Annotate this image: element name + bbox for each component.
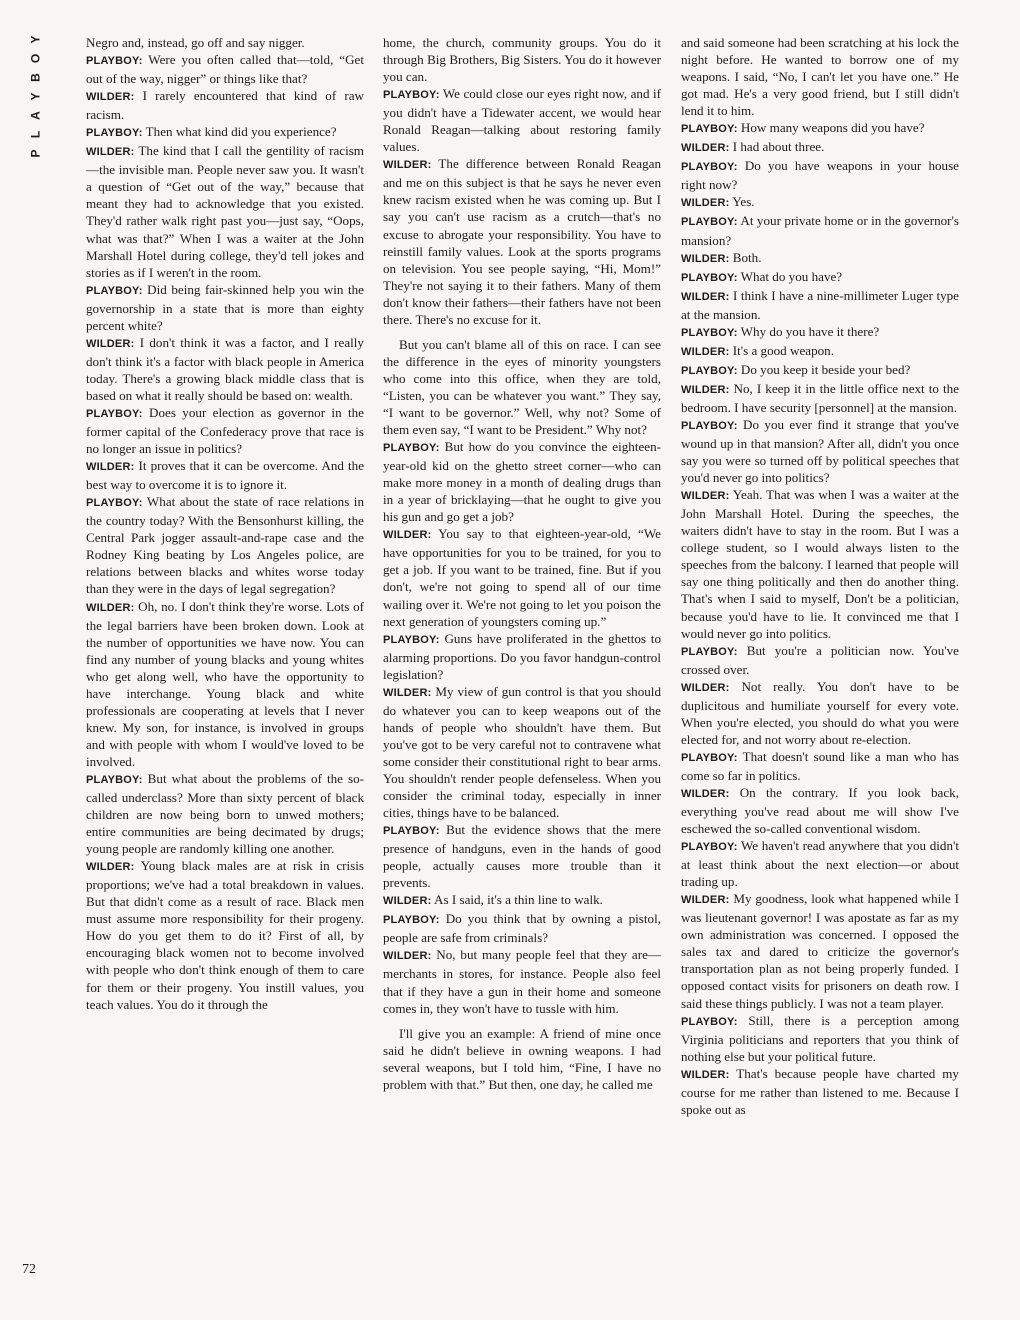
paragraph-text: My goodness, look what happened while I was lieutenant governor! I was apostate as far as my own administration was concerned. I opposed the sales tax and dared to criticize the governor's transportation plan as not being properly funded. I opposed contact visits for prisoners on death row. I said these things publicly. I was not a team player. <box>681 891 959 1011</box>
text-paragraph <box>681 34 959 119</box>
dialogue-paragraph <box>681 157 959 193</box>
dialogue-paragraph <box>86 457 364 493</box>
paragraph-text: Were you often called that—told, “Get out of the way, nigger” or things like that? <box>86 52 364 87</box>
paragraph-text: Negro and, instead, go off and say nigger. <box>86 35 305 50</box>
paragraph-text: But what about the problems of the so-called underclass? More than sixty percent of black children are now being born to unwed mothers; entire communities are being decimated by drugs; young people are randomly killing one another. <box>86 770 364 857</box>
dialogue-paragraph <box>86 598 364 770</box>
paragraph-text: What do you have? <box>740 268 843 284</box>
dialogue-paragraph <box>86 51 364 87</box>
dialogue-paragraph <box>681 323 959 342</box>
speaker-label: PLAYBOY: <box>86 127 143 140</box>
paragraph-text: I had about three. <box>732 139 825 155</box>
paragraph-text: No, but many people feel that they are—merchants in stores, for instance. People also feel that if they have a gun in their home and someone comes in, they won't have to tussle with him. <box>383 947 661 1016</box>
paragraph-text: home, the church, community groups. You do it through Big Brothers, Big Sisters. You do it however you can. <box>383 35 661 85</box>
speaker-label: PLAYBOY: <box>681 326 738 339</box>
paragraph-text: At your private home or in the governor's mansion? <box>681 213 959 248</box>
dialogue-paragraph <box>383 910 661 946</box>
text-paragraph <box>383 34 661 85</box>
paragraph-text: We haven't read anywhere that you didn't at least think about the next election—or about trading up. <box>681 838 959 890</box>
dialogue-paragraph <box>681 361 959 380</box>
dialogue-paragraph <box>681 138 959 157</box>
speaker-label: WILDER: <box>681 383 730 396</box>
dialogue-paragraph <box>681 1065 959 1118</box>
dialogue-paragraph <box>681 784 959 837</box>
speaker-label: WILDER: <box>86 91 135 104</box>
text-column-3 <box>681 34 959 1118</box>
paragraph-text: The kind that I call the gentility of racism—the invisible man. People never saw you. It wasn't a question of “Get out of the way,” because that meant they had to acknowledge that you existed. They'd rather walk right past you—just say, “Oops, what was that?” When I was a waiter at the John Marshall Hotel during college, they'd tell jokes and stories as if I weren't in the room. <box>86 143 364 280</box>
speaker-label: PLAYBOY: <box>383 825 440 838</box>
side-title-letter: L <box>28 130 43 139</box>
paragraph-text: Oh, no. I don't think they're worse. Lots of the legal barriers have been broken down. Look at the number of opportunities we have now. You can find any number of young blacks and young whites who get along well, who have the opportunity to have interchange. Young black and white professionals are cooperating at levels that I never knew. My son, for instance, is involved in groups and with people with whom I would've loved to be involved. <box>86 598 364 769</box>
dialogue-paragraph <box>681 287 959 323</box>
dialogue-paragraph <box>681 212 959 248</box>
paragraph-text: Do you think that by owning a pistol, people are safe from criminals? <box>383 911 661 946</box>
dialogue-paragraph <box>86 123 364 142</box>
text-paragraph <box>383 336 661 438</box>
speaker-label: WILDER: <box>681 894 730 907</box>
speaker-label: WILDER: <box>383 686 432 699</box>
magazine-side-title <box>28 30 48 163</box>
speaker-label: WILDER: <box>86 337 135 350</box>
dialogue-paragraph <box>681 486 959 641</box>
paragraph-text: The difference between Ronald Reagan and me on this subject is that he says he never even knew racism existed when he was coming up. But I say you can't use racism as a crutch—that's no excuse to abrogate your responsibility. You have to reinstill family values. Look at the sports programs on television. You see people saying, “Hi, Mom!” They're not saying it to their fathers. Many of them don't know their fathers—their fathers have not been there. There's no excuse for it. <box>383 156 661 327</box>
dialogue-paragraph <box>681 193 959 212</box>
dialogue-paragraph <box>681 678 959 748</box>
speaker-label: WILDER: <box>681 197 730 210</box>
paragraph-text: Still, there is a perception among Virginia politicians and reporters that you think of nothing else but your political future. <box>681 1012 959 1064</box>
paragraph-text: It proves that it can be overcome. And the best way to overcome it is to ignore it. <box>86 458 365 493</box>
paragraph-text: How many weapons did you have? <box>740 120 925 136</box>
dialogue-paragraph <box>383 155 661 327</box>
paragraph-text: Yes. <box>732 194 755 210</box>
text-column-2 <box>383 34 661 1093</box>
speaker-label: WILDER: <box>383 950 432 963</box>
side-title-letter: O <box>28 53 43 64</box>
speaker-label: PLAYBOY: <box>681 123 738 136</box>
dialogue-paragraph <box>383 525 661 629</box>
paragraph-text: Both. <box>732 249 762 265</box>
side-title-letter: P <box>28 149 43 158</box>
dialogue-paragraph <box>86 334 364 404</box>
paragraph-text: Do you keep it beside your bed? <box>740 361 911 377</box>
speaker-label: PLAYBOY: <box>86 497 143 510</box>
dialogue-paragraph <box>681 890 959 1011</box>
paragraph-text: Do you have weapons in your house right now? <box>681 158 959 193</box>
dialogue-paragraph <box>383 683 661 821</box>
paragraph-text: Guns have proliferated in the ghettos to alarming proportions. Do you favor handgun-control legislation? <box>383 630 661 682</box>
paragraph-text: and said someone had been scratching at his lock the night before. He wanted to borrow one of my weapons. I said, “No, I can't let you have one.” He got mad. He's a very good friend, but I still didn't lend it to him. <box>681 35 959 119</box>
dialogue-paragraph <box>86 87 364 123</box>
speaker-label: WILDER: <box>86 601 135 614</box>
speaker-label: WILDER: <box>681 1068 730 1081</box>
speaker-label: WILDER: <box>681 290 730 303</box>
speaker-label: PLAYBOY: <box>681 216 738 229</box>
paragraph-text: But how do you convince the eighteen-year-old kid on the ghetto street corner—who can make more money in a month of dealing drugs than in a year of bricklaying—that he ought to give you his gun and go get a job? <box>383 439 661 525</box>
paragraph-text: My view of gun control is that you should do whatever you can to keep weapons out of the hands of people who shouldn't have them. But you've got to be very careful not to contravene what some consider their constitutional right to bear arms. You shouldn't render people defenseless. When you consider the criminal today, especially in inner cities, things have to be balanced. <box>383 683 661 821</box>
paragraph-text: On the contrary. If you look back, everything you've read about me will show I've eschewed the so-called conventional wisdom. <box>681 784 959 837</box>
dialogue-paragraph <box>681 837 959 890</box>
dialogue-paragraph <box>681 380 959 416</box>
speaker-label: PLAYBOY: <box>681 161 738 174</box>
speaker-label: PLAYBOY: <box>86 407 143 420</box>
speaker-label: WILDER: <box>86 461 135 474</box>
paragraph-text: I'll give you an example: A friend of mine once said he didn't believe in owning weapons. I had several weapons, but I told him, “Fine, I have no problem with that.” But then, one day, he called me <box>383 1025 661 1092</box>
dialogue-paragraph <box>681 342 959 361</box>
paragraph-text: Did being fair-skinned help you win the governorship in a state that is more than eighty percent white? <box>86 281 364 333</box>
dialogue-paragraph <box>383 438 661 525</box>
text-paragraph <box>383 1025 661 1093</box>
page-number: 72 <box>22 1262 36 1277</box>
text-column-1 <box>86 34 364 1013</box>
paragraph-text: Then what kind did you experience? <box>145 124 337 140</box>
dialogue-paragraph <box>681 268 959 287</box>
paragraph-text: I rarely encountered that kind of raw racism. <box>86 88 364 123</box>
speaker-label: WILDER: <box>383 529 432 542</box>
speaker-label: WILDER: <box>86 861 135 874</box>
dialogue-paragraph <box>86 142 364 280</box>
dialogue-paragraph <box>383 85 661 155</box>
dialogue-paragraph <box>383 891 661 910</box>
speaker-label: WILDER: <box>681 681 730 694</box>
dialogue-paragraph <box>681 249 959 268</box>
speaker-label: PLAYBOY: <box>681 419 738 432</box>
text-paragraph <box>86 34 364 51</box>
paragraph-text: What about the state of race relations in the country today? With the Bensonhurst killing, the Central Park jogger assault-and-rape case and the Rodney King beating by Los Angeles police, are relations between blacks and whites worse today than they were in the days of legal segregation? <box>86 494 364 597</box>
speaker-label: PLAYBOY: <box>681 1015 738 1028</box>
dialogue-paragraph <box>681 1012 959 1065</box>
speaker-label: PLAYBOY: <box>383 89 440 102</box>
paragraph-text: I don't think it was a factor, and I really don't think it's a factor with black people in America today. There's a growing black middle class that is based on what it really should be based on: wealth. <box>86 334 364 403</box>
speaker-label: PLAYBOY: <box>681 751 738 764</box>
speaker-label: WILDER: <box>383 159 432 172</box>
dialogue-paragraph <box>86 770 364 857</box>
speaker-label: PLAYBOY: <box>86 773 143 786</box>
dialogue-paragraph <box>383 630 661 683</box>
side-title-letter: Y <box>28 35 43 44</box>
speaker-label: WILDER: <box>681 142 730 155</box>
paragraph-text: Why do you have it there? <box>740 323 880 339</box>
dialogue-paragraph <box>681 748 959 784</box>
paragraph-text: But you can't blame all of this on race. I can see the difference in the eyes of minority youngsters who come into this office, when they are told, “Listen, you can be whatever you want.” They say, “I want to be governor.” Well, why not? Some of them even say, “I want to be President.” Why not? <box>383 336 661 438</box>
paragraph-text: As I said, it's a thin line to walk. <box>434 892 603 908</box>
speaker-label: WILDER: <box>681 345 730 358</box>
paragraph-text: Yeah. That was when I was a waiter at the John Marshall Hotel. During the speeches, the waiters didn't have to stay in the room. But I was a college student, so I would always listen to the speeches from the balcony. I learned that people will say one thing politically and then do another thing. That's when I said to myself, Don't be a politician, because you'd have to lie. It convinced me that I would never go into politics. <box>681 487 959 641</box>
speaker-label: PLAYBOY: <box>681 364 738 377</box>
dialogue-paragraph <box>383 821 661 891</box>
speaker-label: PLAYBOY: <box>86 284 143 297</box>
paragraph-text: But you're a politician now. You've crossed over. <box>681 642 959 677</box>
dialogue-paragraph <box>86 857 364 1012</box>
speaker-label: PLAYBOY: <box>86 55 143 68</box>
paragraph-text: I think I have a nine-millimeter Luger type at the mansion. <box>681 287 959 322</box>
speaker-label: WILDER: <box>86 146 135 159</box>
speaker-label: WILDER: <box>681 787 730 800</box>
side-title-letter: B <box>28 73 43 82</box>
dialogue-paragraph <box>681 642 959 678</box>
dialogue-paragraph <box>383 946 661 1016</box>
paragraph-text: That doesn't sound like a man who has come so far in politics. <box>681 748 959 783</box>
paragraph-text: That's because people have charted my course for me rather than listened to me. Because I spoke out as <box>681 1065 959 1117</box>
side-title-letter: A <box>28 111 43 120</box>
dialogue-paragraph <box>86 404 364 457</box>
speaker-label: PLAYBOY: <box>383 914 440 927</box>
paragraph-text: It's a good weapon. <box>732 342 834 358</box>
dialogue-paragraph <box>681 119 959 138</box>
paragraph-text: Not really. You don't have to be duplicitous and humiliate yourself for every vote. When you're elected, you should do what you were elected for, and not worry about re-election. <box>681 678 959 747</box>
speaker-label: WILDER: <box>681 490 730 503</box>
dialogue-paragraph <box>681 416 959 486</box>
side-title-letter: Y <box>28 92 43 101</box>
speaker-label: PLAYBOY: <box>681 645 738 658</box>
speaker-label: WILDER: <box>383 895 432 908</box>
speaker-label: PLAYBOY: <box>681 271 738 284</box>
paragraph-text: We could close our eyes right now, and if you didn't have a Tidewater accent, we would hear Ronald Reagan—talking about restoring family values. <box>383 86 661 155</box>
paragraph-text: But the evidence shows that the mere presence of handguns, even in the hands of good people, actually causes more trouble than it prevents. <box>383 822 661 891</box>
dialogue-paragraph <box>86 493 364 597</box>
speaker-label: PLAYBOY: <box>383 442 440 455</box>
paragraph-text: Does your election as governor in the former capital of the Confederacy prove that race is no longer an issue in politics? <box>86 404 364 457</box>
paragraph-text: Young black males are at risk in crisis proportions; we've had a total breakdown in values. But that didn't come as a result of race. Black men must assume more responsibility for their progeny. How do you get them to do it? First of all, by encouraging black women not to become involved with people who don't think enough of them to care for them or their progeny. You instill values, you teach values. You do it through the <box>86 858 364 1012</box>
dialogue-paragraph <box>86 281 364 334</box>
paragraph-text: No, I keep it in the little office next to the bedroom. I have security [personnel] at the mansion. <box>681 380 960 415</box>
speaker-label: PLAYBOY: <box>681 841 738 854</box>
speaker-label: WILDER: <box>681 252 730 265</box>
speaker-label: PLAYBOY: <box>383 633 440 646</box>
paragraph-text: You say to that eighteen-year-old, “We have opportunities for you to be trained, for you to get a job. If you want to be trained, fine. But if you don't, we're not going to spend all of our time wailing over it. We're not going to let you poison the next generation of youngsters coming up.” <box>383 526 661 629</box>
paragraph-text: Do you ever find it strange that you've wound up in that mansion? After all, didn't you once say you were so turned off by political speeches that you'd never go into politics? <box>681 416 959 486</box>
